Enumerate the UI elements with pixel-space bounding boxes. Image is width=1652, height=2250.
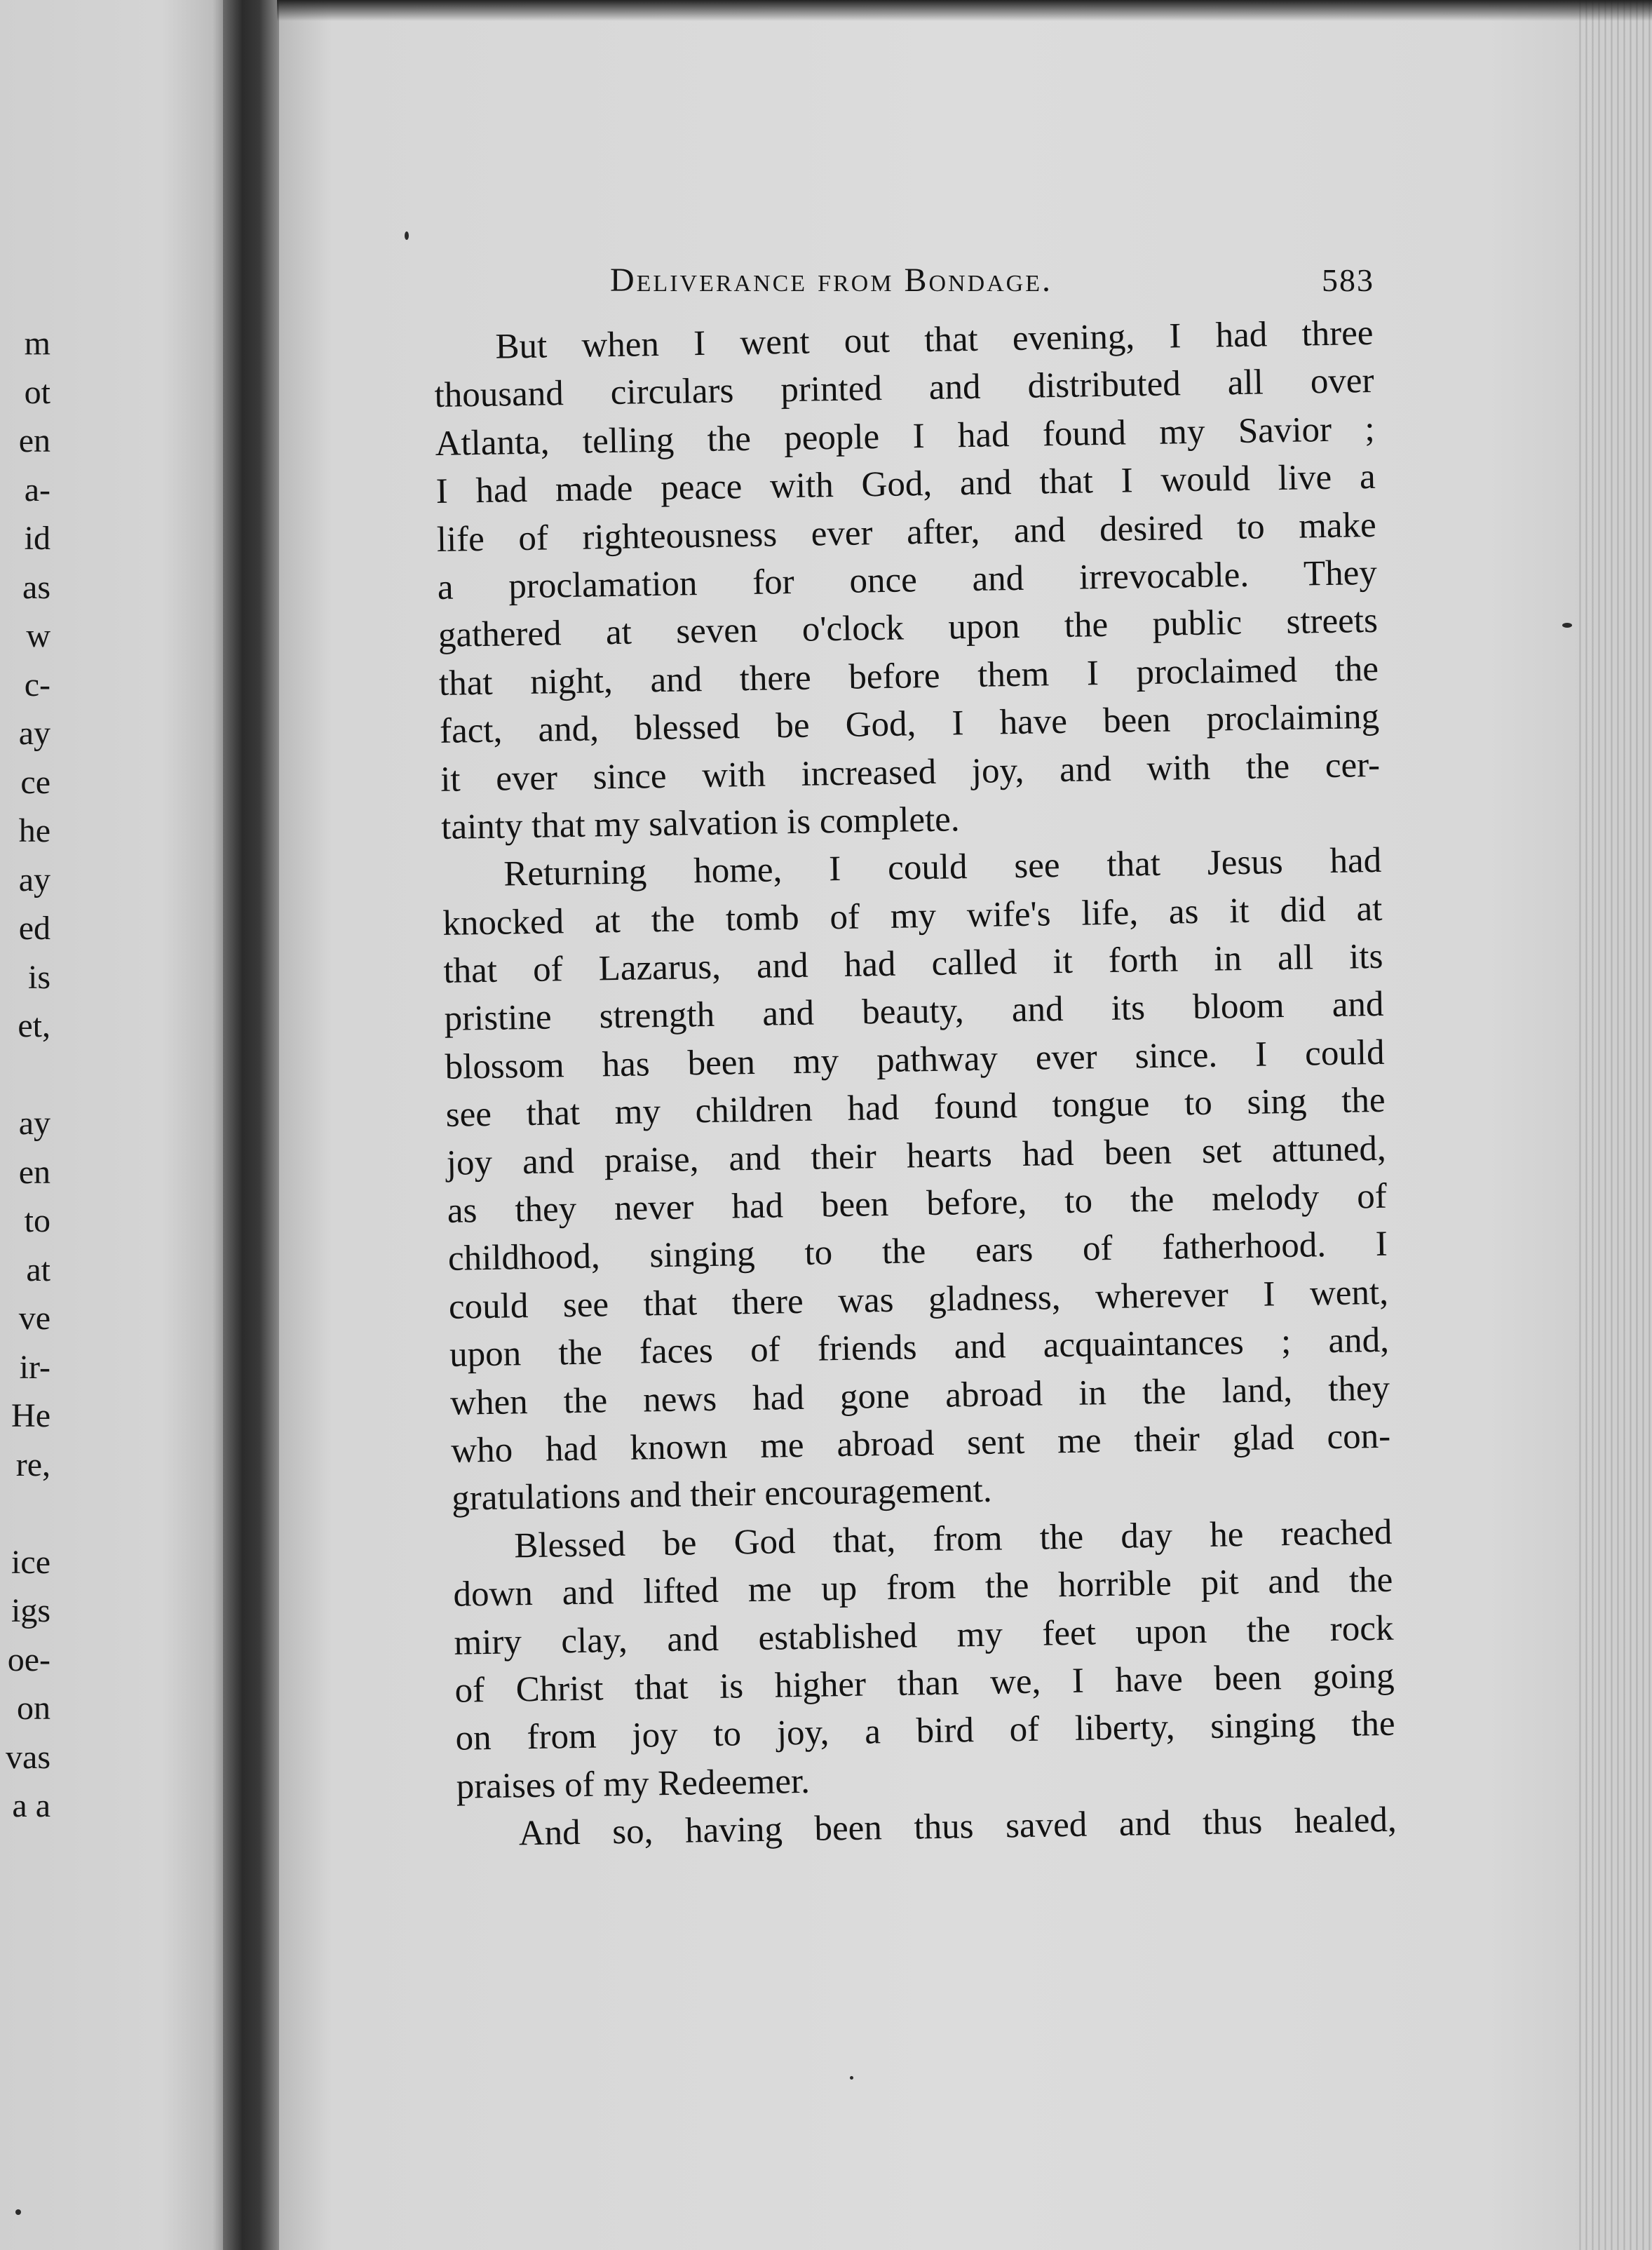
previous-page-fragment: id <box>24 520 50 557</box>
text-line: a proclamation for once and irrevocable. They <box>437 553 1378 607</box>
text-line: pristine strength and beauty, and its bloom and <box>444 985 1384 1039</box>
previous-page-fragment: en <box>18 1153 50 1191</box>
text-line: as they never had been before, to the melody of <box>447 1176 1388 1231</box>
previous-page-fragment: re, <box>15 1446 50 1483</box>
previous-page-fragment: igs <box>11 1592 50 1629</box>
text-line: Blessed be God that, from the day he reached <box>513 1512 1393 1566</box>
previous-page-fragment: ay <box>18 861 50 898</box>
text-line: miry clay, and established my feet upon the rock <box>454 1608 1394 1663</box>
text-line: fact, and, blessed be God, I have been proclaiming <box>439 697 1380 752</box>
text-line: tainty that my salvation is complete. <box>440 800 960 847</box>
top-shadow <box>277 0 1652 21</box>
text-line: thousand circulars printed and distributed all over <box>434 361 1374 416</box>
text-line: of Christ that is higher than we, I have been going <box>454 1656 1395 1711</box>
text-line: Returning home, I could see that Jesus had <box>503 841 1382 894</box>
previous-page-fragment: oe- <box>7 1641 50 1678</box>
previous-page-fragment: a- <box>24 471 50 508</box>
text-line: on from joy to joy, a bird of liberty, singing the <box>455 1704 1395 1759</box>
text-line: childhood, singing to the ears of fatherhood. I <box>447 1225 1388 1279</box>
text-line: praises of my Redeemer. <box>456 1761 811 1807</box>
previous-page-fragment: is <box>27 958 50 996</box>
previous-page-fragment: vas <box>6 1738 50 1776</box>
previous-page-fragment <box>0 1051 50 1100</box>
text-line: life of righteousness ever after, and desired to make <box>436 505 1377 560</box>
previous-page-fragment: w <box>26 617 50 654</box>
dust-speck <box>405 231 409 240</box>
text-line: that night, and there before them I proclaimed the <box>438 649 1379 703</box>
running-head <box>610 261 1374 310</box>
dust-speck <box>850 2076 853 2080</box>
text-line: joy and praise, and their hearts had been set attuned, <box>446 1129 1387 1183</box>
previous-page-fragment: ay <box>18 715 50 752</box>
previous-page-text-fragments <box>0 319 56 1831</box>
body-text <box>433 309 1397 1859</box>
previous-page-fragment: to <box>24 1202 50 1239</box>
text-line: But when I went out that evening, I had three <box>495 313 1374 367</box>
text-line: who had known me abroad sent me their glad con- <box>450 1416 1391 1471</box>
text-line: that of Lazarus, and had called it forth in all its <box>443 936 1383 991</box>
text-line: I had made peace with God, and that I would live a <box>435 457 1376 512</box>
previous-page-fragment: m <box>24 325 50 362</box>
previous-page-fragment <box>0 1489 50 1538</box>
previous-page-fragment: as <box>22 568 50 606</box>
page-stack-edge <box>1575 0 1652 2250</box>
text-line: Atlanta, telling the people I had found my Savior ; <box>435 409 1375 464</box>
previous-page-fragment: he <box>18 812 50 849</box>
previous-page-fragment: ay <box>18 1105 50 1142</box>
text-line: upon the faces of friends and acquaintances ; and, <box>449 1320 1390 1375</box>
previous-page-fragment: ce <box>20 763 50 801</box>
previous-page-fragment: en <box>18 422 50 459</box>
text-line: gathered at seven o'clock upon the public streets <box>438 601 1379 656</box>
previous-page <box>0 0 231 2250</box>
text-line: it ever since with increased joy, and with the cer- <box>440 745 1381 800</box>
previous-page-fragment: He <box>11 1397 50 1434</box>
previous-page-fragment: ice <box>11 1543 50 1581</box>
text-line: see that my children had found tongue to sing the <box>445 1081 1386 1136</box>
page-number: 583 <box>1322 262 1374 298</box>
text-line: And so, having been thus saved and thus healed, <box>518 1800 1397 1854</box>
text-line: blossom has been my pathway ever since. I could <box>445 1032 1385 1087</box>
text-line: could see that there was gladness, wherever I went, <box>448 1272 1389 1327</box>
previous-page-fragment: a a <box>12 1787 50 1824</box>
previous-page-fragment: c- <box>24 666 50 703</box>
previous-page-fragment: ve <box>18 1300 50 1337</box>
previous-page-fragment: at <box>26 1251 50 1288</box>
dust-speck <box>1562 623 1572 628</box>
text-line: when the news had gone abroad in the land, they <box>449 1368 1390 1423</box>
text-line: gratulations and their encouragement. <box>451 1471 993 1519</box>
book-gutter <box>223 0 279 2250</box>
dust-speck <box>15 2209 21 2215</box>
previous-page-fragment: ir- <box>19 1348 50 1386</box>
text-line: knocked at the tomb of my wife's life, as it did at <box>442 889 1383 943</box>
text-line: down and lifted me up from the horrible pit and the <box>453 1560 1393 1615</box>
previous-page-fragment: ed <box>18 910 50 947</box>
running-title: Deliverance from Bondage. <box>610 262 1053 299</box>
previous-page-fragment: et, <box>18 1007 50 1044</box>
previous-page-fragment: on <box>17 1690 50 1727</box>
previous-page-fragment: ot <box>24 373 50 411</box>
